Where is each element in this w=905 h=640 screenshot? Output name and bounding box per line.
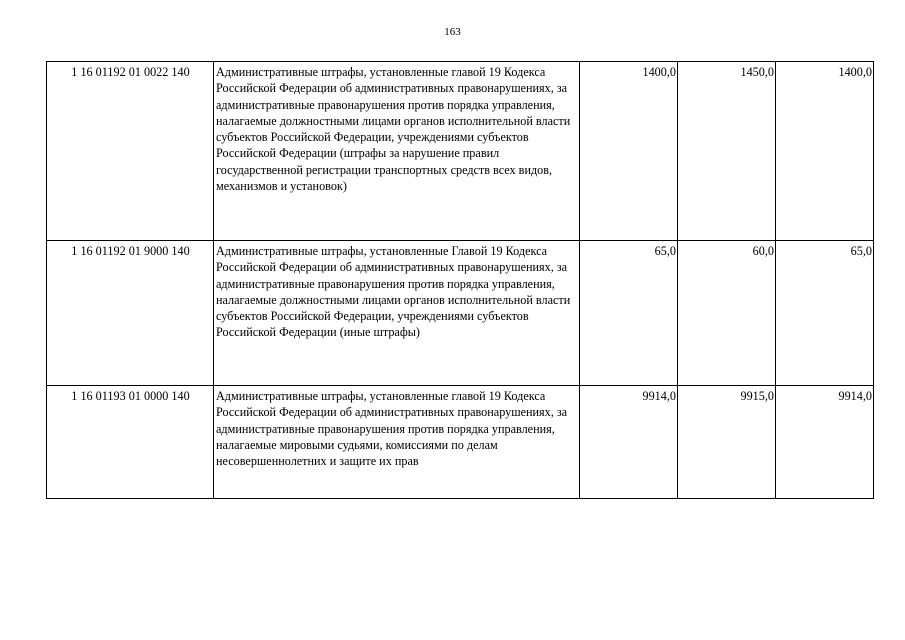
table-row bbox=[47, 241, 874, 386]
revenue-description: Административные штрафы, установленные главой 19 Кодекса Российской Федерации об административных правонарушениях, за административные правонарушения против порядка управления, налагаемые мировыми судьями, комиссиями по делам несовершеннолетних и защите их прав bbox=[214, 386, 580, 499]
amount-cell-2: 9915,0 bbox=[678, 386, 776, 499]
amount-cell-1: 65,0 bbox=[580, 241, 678, 386]
table-row bbox=[47, 386, 874, 499]
table-row bbox=[47, 62, 874, 241]
revenue-description: Административные штрафы, установленные главой 19 Кодекса Российской Федерации об административных правонарушениях, за административные правонарушения против порядка управления, налагаемые должностными лицами органов исполнительной власти субъектов Российской Федерации, учреждениями субъектов Российской Федерации (штрафы за нарушение правил государственной регистрации транспортных средств всех видов, механизмов и установок) bbox=[214, 62, 580, 241]
amount-cell-1: 1400,0 bbox=[580, 62, 678, 241]
amount-cell-1: 9914,0 bbox=[580, 386, 678, 499]
revenue-description: Административные штрафы, установленные Главой 19 Кодекса Российской Федерации об административных правонарушениях, за административные правонарушения против порядка управления, налагаемые должностными лицами органов исполнительной власти субъектов Российской Федерации, учреждениями субъектов Российской Федерации (иные штрафы) bbox=[214, 241, 580, 386]
amount-cell-3: 1400,0 bbox=[776, 62, 874, 241]
page-number: 163 bbox=[444, 26, 461, 38]
budget-classification-code: 1 16 01193 01 0000 140 bbox=[47, 386, 214, 499]
amount-cell-3: 65,0 bbox=[776, 241, 874, 386]
amount-cell-2: 60,0 bbox=[678, 241, 776, 386]
amount-cell-2: 1450,0 bbox=[678, 62, 776, 241]
budget-classification-code: 1 16 01192 01 9000 140 bbox=[47, 241, 214, 386]
budget-revenue-table bbox=[46, 61, 874, 499]
amount-cell-3: 9914,0 bbox=[776, 386, 874, 499]
budget-classification-code: 1 16 01192 01 0022 140 bbox=[47, 62, 214, 241]
